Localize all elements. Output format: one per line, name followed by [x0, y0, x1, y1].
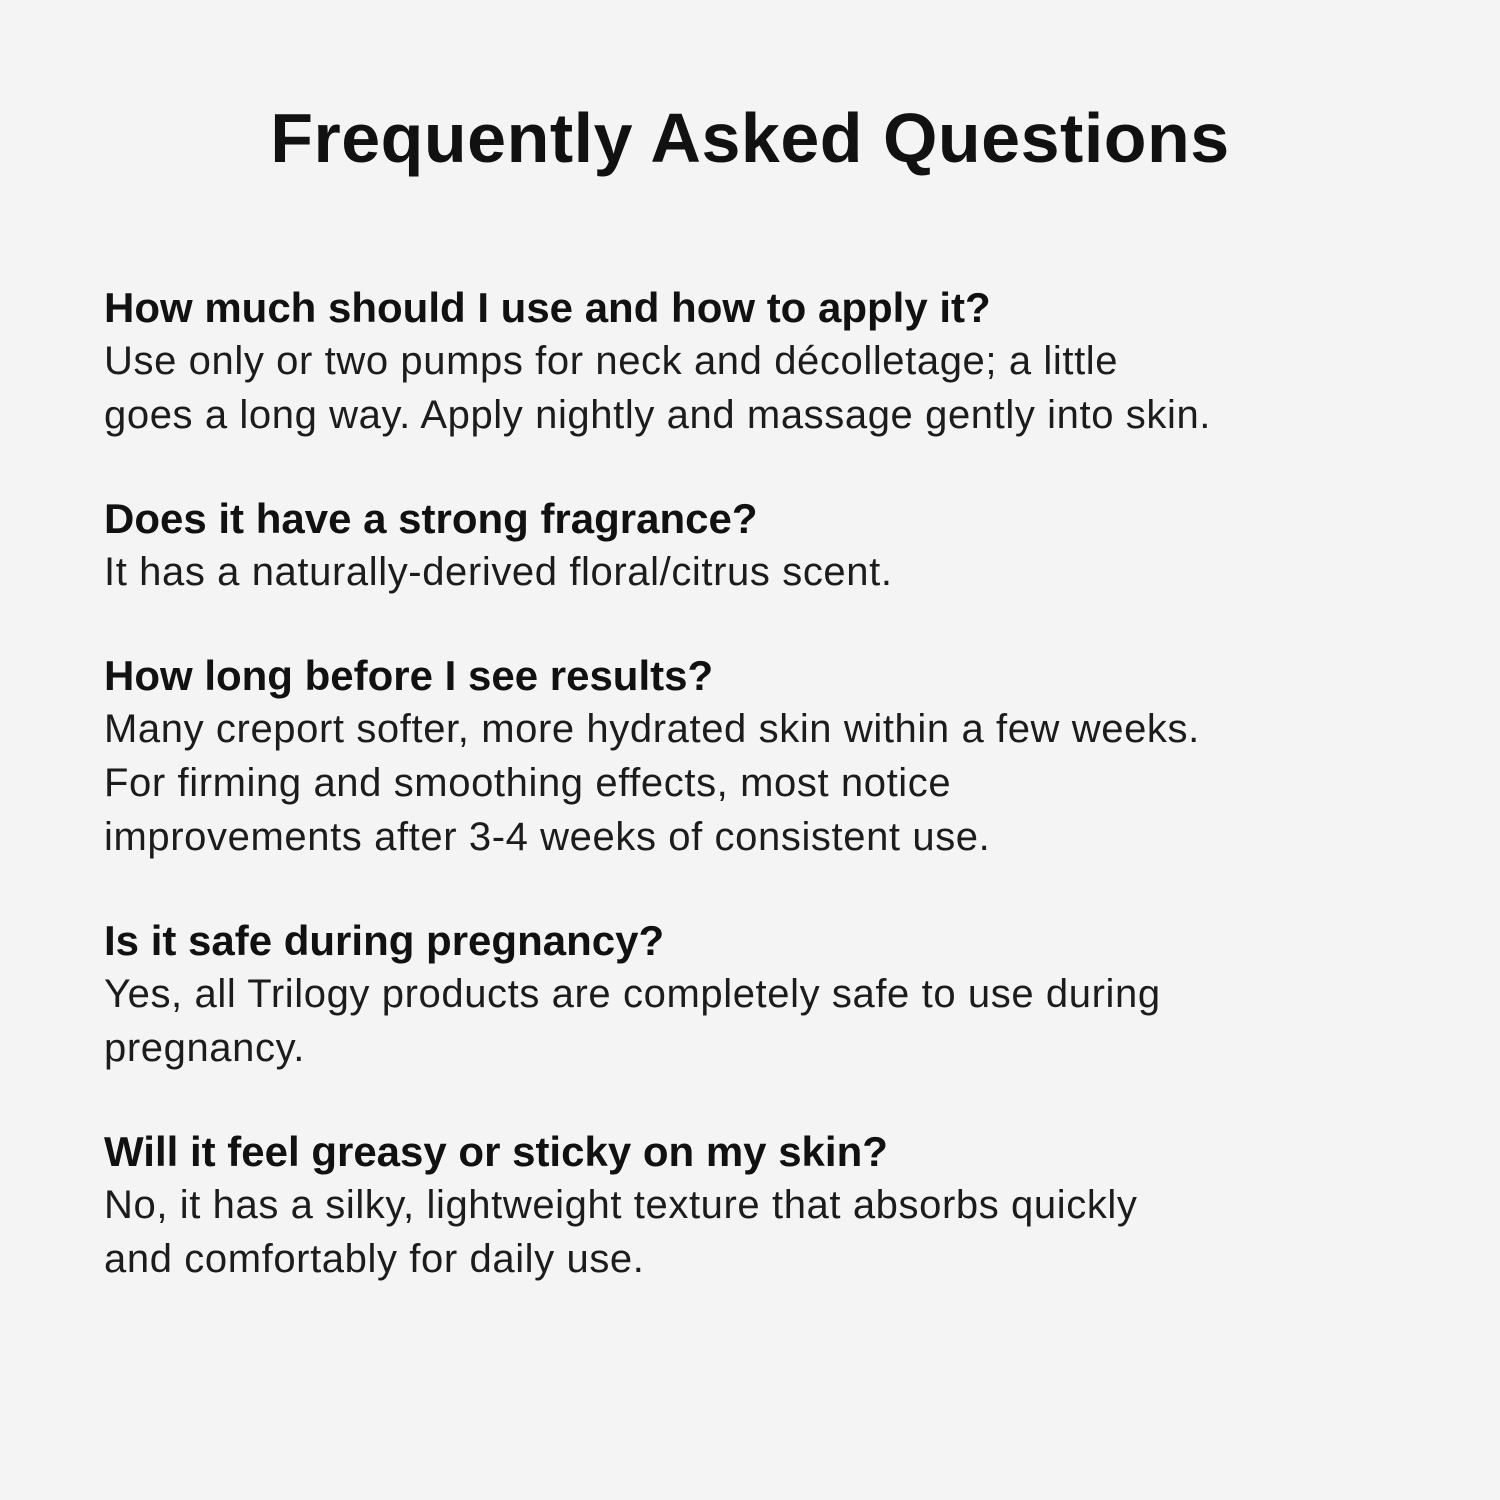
faq-answer-line: Use only or two pumps for neck and décolletage; a little	[104, 339, 1119, 383]
faq-item	[104, 282, 1404, 442]
faq-answer-line: No, it has a silky, lightweight texture that absorbs quickly	[104, 1183, 1138, 1227]
faq-answer-line: Yes, all Trilogy products are completely safe to use during	[104, 972, 1161, 1016]
faq-answer-line: goes a long way. Apply nightly and massage gently into skin.	[104, 393, 1212, 437]
faq-answer	[104, 334, 1404, 442]
faq-answer-line: Many creport softer, more hydrated skin within a few weeks.	[104, 707, 1200, 751]
page-title: Frequently Asked Questions	[270, 99, 1230, 177]
faq-question: How much should I use and how to apply it?	[104, 284, 991, 331]
faq-answer	[104, 702, 1404, 864]
faq-item	[104, 915, 1404, 1075]
faq-question: How long before I see results?	[104, 652, 714, 699]
faq-answer-line: and comfortably for daily use.	[104, 1237, 645, 1281]
faq-answer	[104, 545, 1404, 599]
faq-item	[104, 650, 1404, 864]
faq-answer	[104, 1178, 1404, 1286]
faq-answer	[104, 967, 1404, 1075]
faq-answer-line: pregnancy.	[104, 1026, 305, 1070]
faq-question: Will it feel greasy or sticky on my skin?	[104, 1128, 888, 1175]
faq-answer-line: improvements after 3-4 weeks of consistent use.	[104, 815, 991, 859]
faq-question: Is it safe during pregnancy?	[104, 917, 665, 964]
faq-item	[104, 493, 1404, 599]
faq-answer-line: It has a naturally-derived floral/citrus scent.	[104, 550, 893, 594]
faq-question: Does it have a strong fragrance?	[104, 495, 758, 542]
faq-list	[104, 282, 1404, 1337]
faq-item	[104, 1126, 1404, 1286]
faq-answer-line: For firming and smoothing effects, most notice	[104, 761, 952, 805]
